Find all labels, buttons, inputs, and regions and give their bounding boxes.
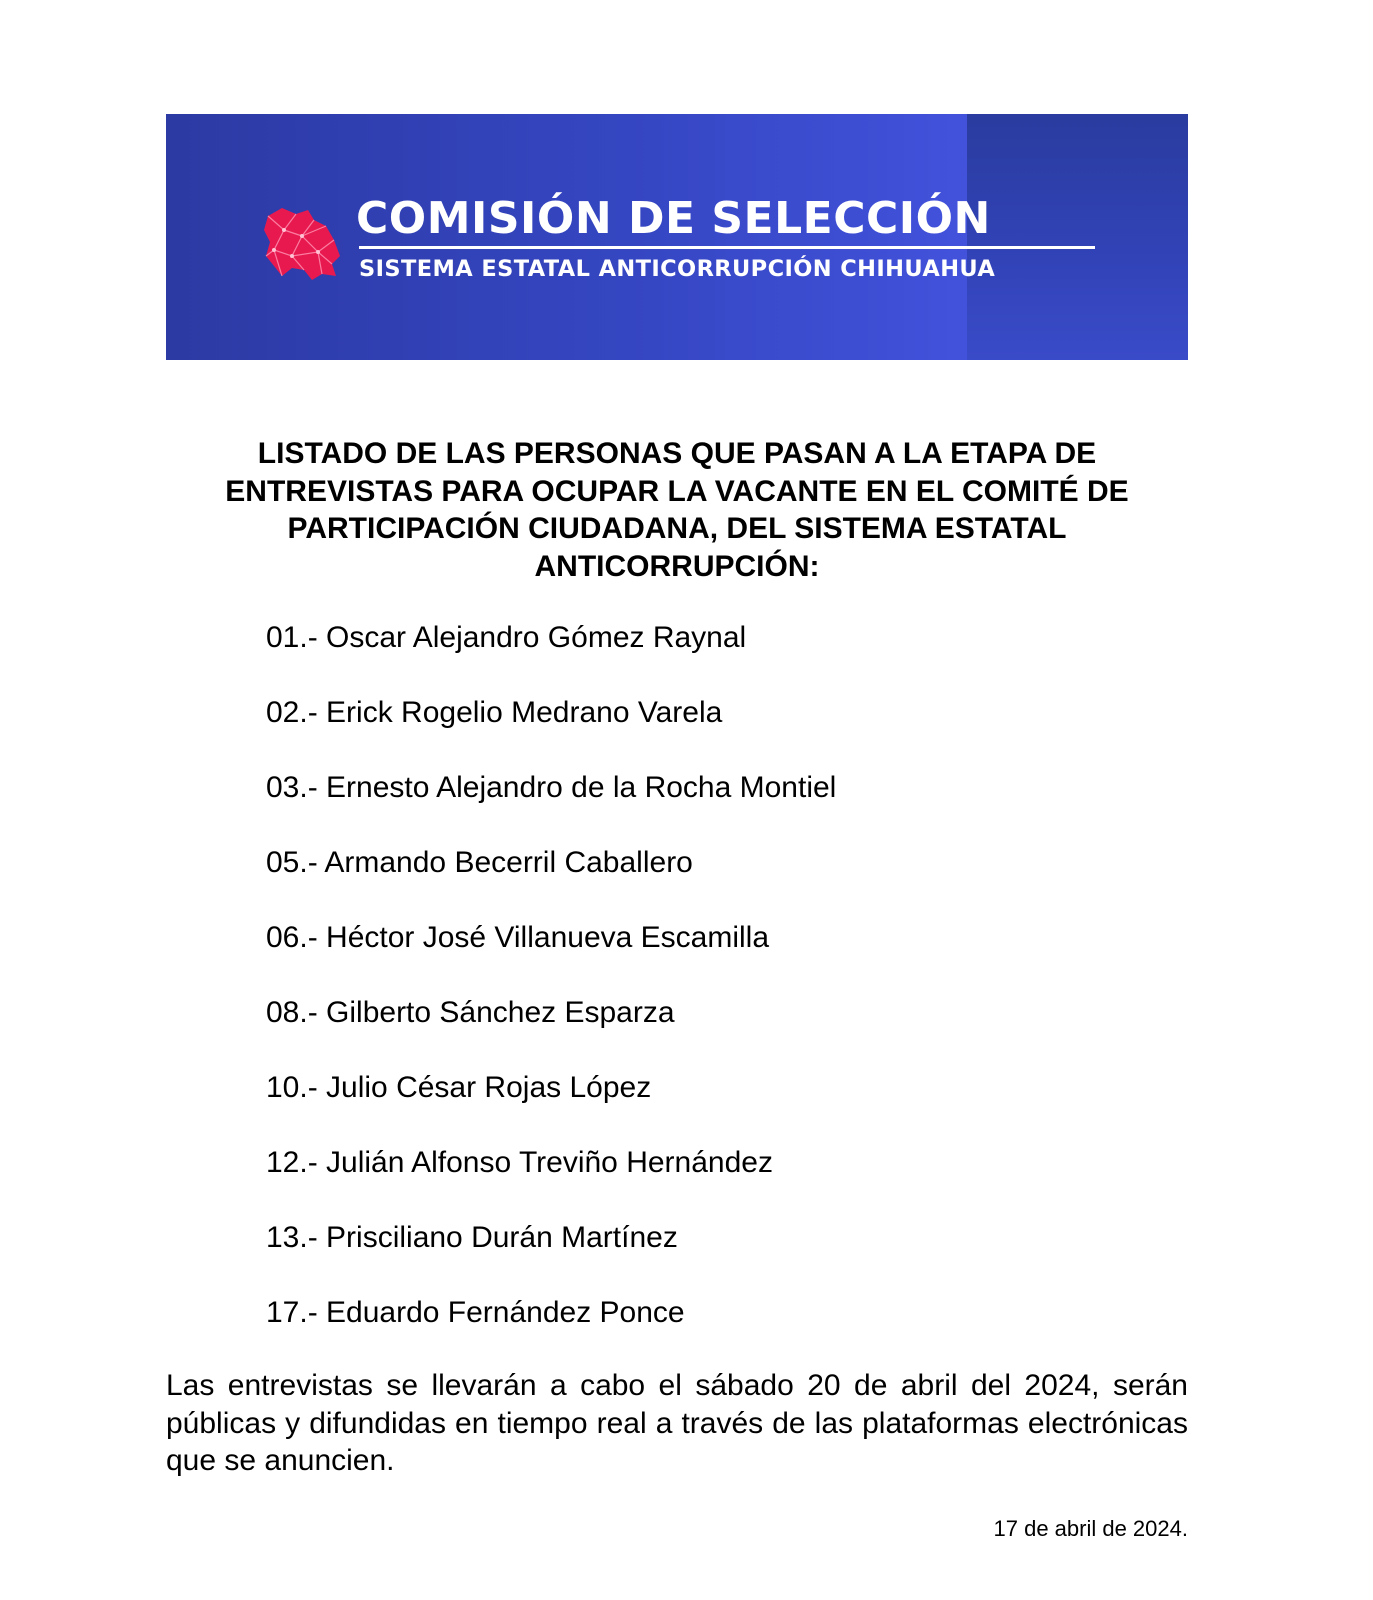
header-banner (166, 114, 1188, 360)
list-item: 12.- Julián Alfonso Treviño Hernández (266, 1146, 773, 1179)
list-item: 06.- Héctor José Villanueva Escamilla (266, 921, 770, 954)
heading-line: ENTREVISTAS PARA OCUPAR LA VACANTE EN EL COMITÉ DE (225, 474, 1129, 508)
candidate-list (266, 620, 836, 1370)
interview-notice: Las entrevistas se llevarán a cabo el sábado 20 de abril del 2024, serán públicas y difundidas en tiempo real a través de las plataformas electrónicas que se anuncien. (166, 1369, 1188, 1477)
document-heading (166, 435, 1188, 585)
heading-line: LISTADO DE LAS PERSONAS QUE PASAN A LA ETAPA DE (257, 437, 1097, 470)
list-item: 01.- Oscar Alejandro Gómez Raynal (266, 621, 747, 654)
list-item: 02.- Erick Rogelio Medrano Varela (266, 696, 723, 729)
list-item: 05.- Armando Becerril Caballero (266, 846, 693, 879)
list-item: 03.- Ernesto Alejandro de la Rocha Montiel (266, 771, 837, 804)
heading-line: ANTICORRUPCIÓN: (534, 549, 820, 583)
chihuahua-state-map-icon (262, 206, 342, 282)
list-item: 13.- Prisciliano Durán Martínez (266, 1221, 678, 1254)
heading-line: PARTICIPACIÓN CIUDADANA, DEL SISTEMA ESTATAL (287, 512, 1067, 545)
banner-title: COMISIÓN DE SELECCIÓN (356, 193, 991, 244)
list-item: 17.- Eduardo Fernández Ponce (266, 1296, 685, 1329)
banner-divider (359, 246, 1095, 249)
list-item: 08.- Gilberto Sánchez Esparza (266, 996, 675, 1029)
banner-subtitle: SISTEMA ESTATAL ANTICORRUPCIÓN CHIHUAHUA (359, 256, 996, 282)
document-date: 17 de abril de 2024. (993, 1516, 1188, 1541)
list-item: 10.- Julio César Rojas López (266, 1071, 652, 1104)
